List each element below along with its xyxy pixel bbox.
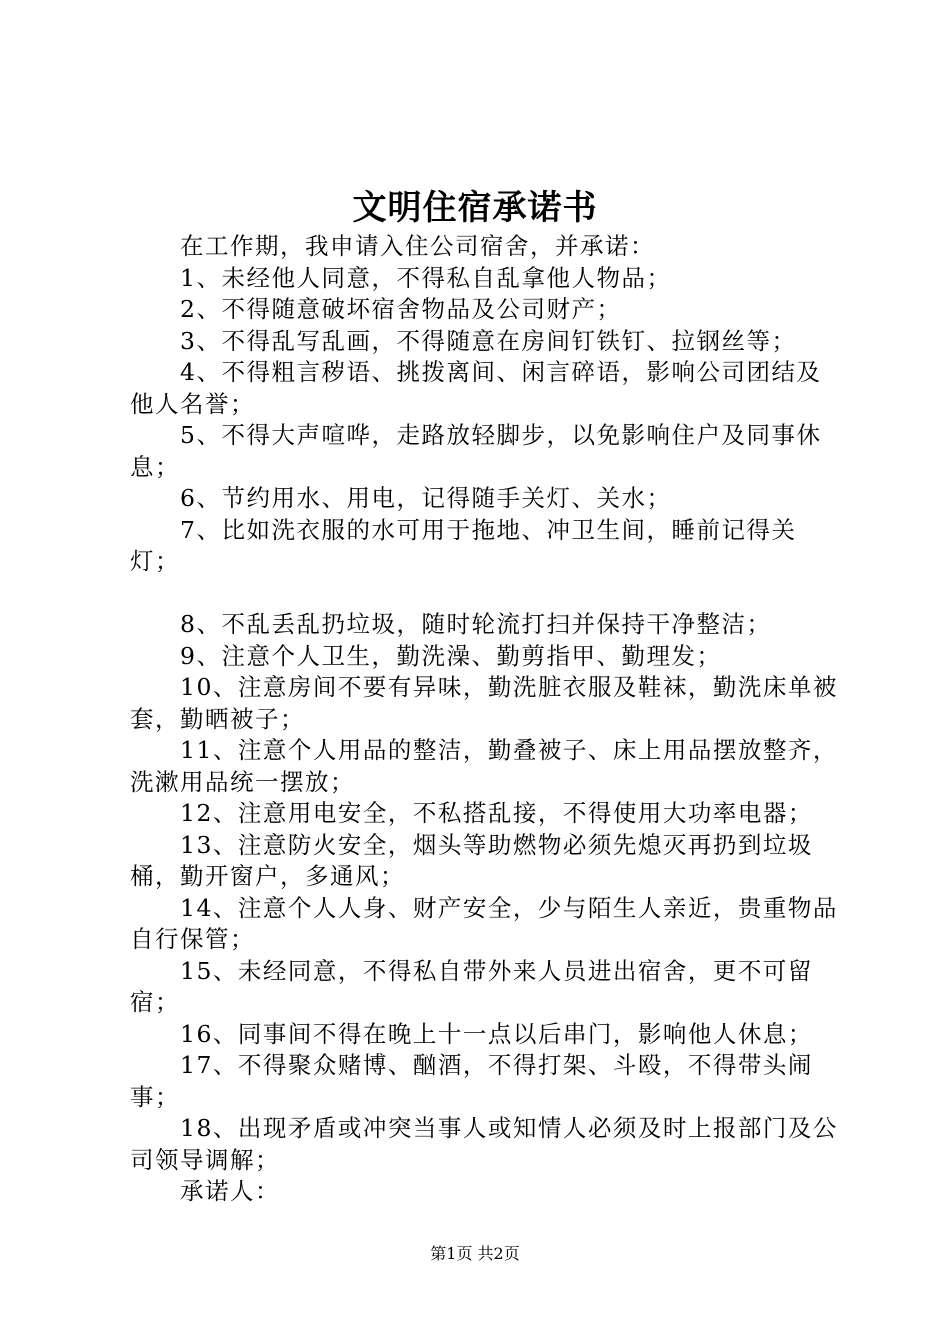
commitment-item-16: 16、同事间不得在晚上十一点以后串门，影响他人休息；: [180, 1019, 813, 1048]
commitment-item-12: 12、注意用电安全，不私搭乱接，不得使用大功率电器；: [180, 799, 813, 827]
commitment-item-4: 4、不得粗言秽语、挑拨离间、闲言碎语，影响公司团结及他人名誉；: [130, 358, 822, 418]
commitment-item-17: 17、不得聚众赌博、酗酒，不得打架、斗殴，不得带头闹事；: [130, 1051, 813, 1111]
commitment-item-18: 18、出现矛盾或冲突当事人或知情人必须及时上报部门及公司领导调解；: [130, 1114, 838, 1174]
document-title: 文明住宿承诺书: [352, 188, 598, 228]
signature-label: 承诺人：: [180, 1177, 280, 1205]
commitment-item-9: 9、注意个人卫生，勤洗澡、勤剪指甲、勤理发；: [180, 641, 722, 670]
commitment-item-1: 1、未经他人同意，不得私自乱拿他人物品；: [180, 263, 672, 292]
commitment-item-10: 10、注意房间不要有异味，勤洗脏衣服及鞋袜，勤洗床单被套，勤晒被子；: [130, 673, 838, 733]
commitment-item-13: 13、注意防火安全，烟头等助燃物必须先熄灭再扔到垃圾桶，勤开窗户，多通风；: [130, 830, 813, 890]
commitment-item-6: 6、节约用水、用电，记得随手关灯、关水；: [180, 484, 672, 512]
commitment-item-7: 7、比如洗衣服的水可用于拖地、冲卫生间，睡前记得关灯；: [130, 515, 797, 575]
commitment-item-8: 8、不乱丢乱扔垃圾，随时轮流打扫并保持干净整洁；: [180, 610, 772, 638]
page-footer: 第1页 共2页: [430, 1244, 520, 1263]
commitment-item-2: 2、不得随意破坏宿舍物品及公司财产；: [180, 295, 622, 323]
commitment-item-11: 11、注意个人用品的整洁，勤叠被子、床上用品摆放整齐，洗漱用品统一摆放；: [130, 736, 838, 796]
document-body: [130, 231, 840, 1208]
intro-paragraph: 在工作期，我申请入住公司宿舍，并承诺：: [180, 232, 655, 260]
blank-line: [130, 578, 840, 610]
commitment-item-3: 3、不得乱写乱画，不得随意在房间钉铁钉、拉钢丝等；: [180, 326, 797, 355]
commitment-item-15: 15、未经同意，不得私自带外来人员进出宿舍，更不可留宿；: [130, 956, 813, 1016]
commitment-item-14: 14、注意个人人身、财产安全，少与陌生人亲近，贵重物品自行保管；: [130, 893, 838, 953]
commitment-item-5: 5、不得大声喧哗，走路放轻脚步，以免影响住户及同事休息；: [130, 421, 822, 481]
